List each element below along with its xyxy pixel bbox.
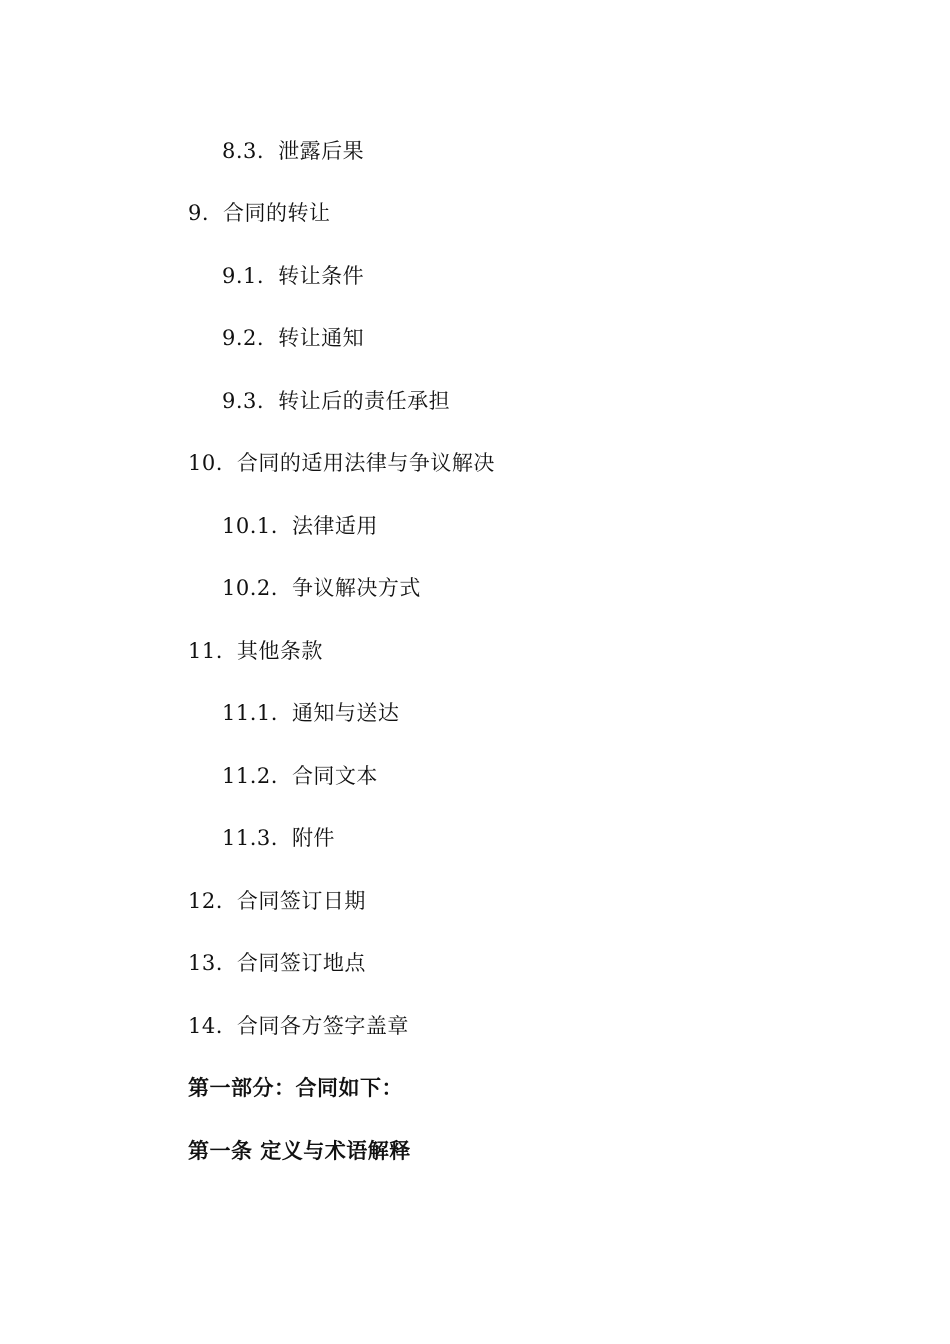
toc-title: 争议解决方式 — [291, 576, 421, 600]
toc-number: 9.1. — [222, 264, 265, 288]
toc-number: 9. — [188, 201, 210, 225]
toc-title: 合同文本 — [291, 764, 378, 788]
toc-title: 转让条件 — [278, 264, 365, 288]
toc-number: 13. — [188, 951, 223, 975]
toc-title: 转让通知 — [278, 326, 365, 350]
toc-title: 通知与送达 — [291, 701, 400, 725]
toc-title: 转让后的责任承担 — [278, 389, 451, 413]
toc-title: 合同签订地点 — [236, 951, 366, 975]
article-one-heading: 第一条 定义与术语解释 — [188, 1139, 411, 1163]
toc-number: 10.2. — [222, 576, 278, 600]
toc-item-10-2 — [222, 574, 421, 602]
toc-title: 法律适用 — [291, 514, 378, 538]
toc-title: 合同的转让 — [223, 201, 331, 225]
toc-item-11 — [188, 637, 323, 665]
toc-item-9 — [188, 199, 331, 227]
toc-item-10-1 — [222, 512, 378, 540]
toc-item-11-2 — [222, 762, 378, 790]
toc-item-13 — [188, 949, 366, 977]
toc-item-8-3 — [222, 137, 364, 165]
toc-number: 12. — [188, 889, 223, 913]
toc-item-9-1 — [222, 262, 364, 290]
toc-item-9-2 — [222, 324, 364, 352]
toc-title: 合同的适用法律与争议解决 — [236, 451, 495, 475]
toc-title: 其他条款 — [236, 639, 323, 663]
toc-title: 合同签订日期 — [236, 889, 366, 913]
toc-number: 8.3. — [222, 139, 265, 163]
toc-number: 11. — [188, 639, 223, 663]
toc-title: 附件 — [291, 826, 335, 850]
toc-number: 10.1. — [222, 514, 278, 538]
toc-number: 11.2. — [222, 764, 278, 788]
toc-number: 11.1. — [222, 701, 278, 725]
toc-item-11-1 — [222, 699, 399, 727]
toc-number: 9.2. — [222, 326, 265, 350]
toc-number: 10. — [188, 451, 223, 475]
toc-number: 14. — [188, 1014, 223, 1038]
part-one-heading: 第一部分：合同如下： — [188, 1076, 403, 1100]
toc-title: 泄露后果 — [278, 139, 365, 163]
toc-number: 11.3. — [222, 826, 278, 850]
toc-item-14 — [188, 1012, 409, 1040]
toc-title: 合同各方签字盖章 — [236, 1014, 409, 1038]
toc-item-12 — [188, 887, 366, 915]
toc-item-9-3 — [222, 387, 450, 415]
toc-number: 9.3. — [222, 389, 265, 413]
toc-item-10 — [188, 449, 495, 477]
toc-item-11-3 — [222, 824, 335, 852]
